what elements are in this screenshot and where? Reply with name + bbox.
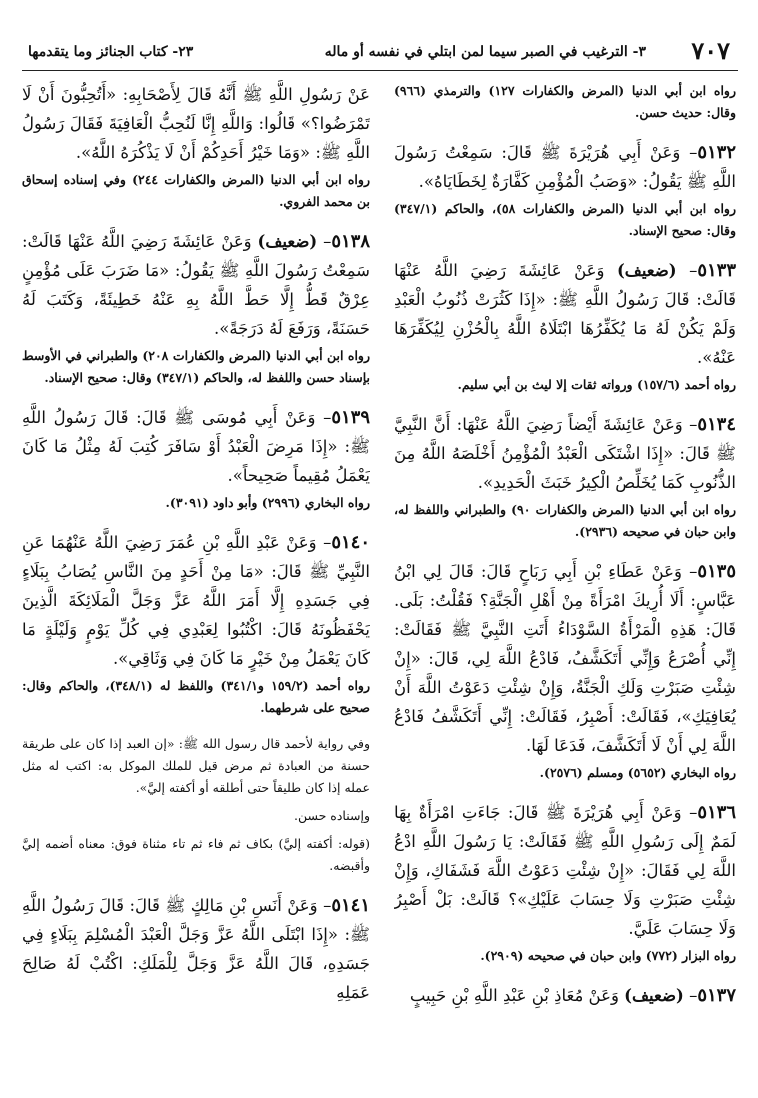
- hadith-body: وَعَنْ أَبِي هُرَيْرَةَ ﷺ قَالَ: سَمِعْتُ رَسُولَ اللَّهِ ﷺ يَقُولُ: «وَصَبُ الْمُؤْمِنِ كَفَّارَةٌ لِخَطَايَاهُ».: [394, 143, 736, 191]
- hadith-text: ٥١٣٦– وَعَنْ أَبِي هُرَيْرَةَ ﷺ قَالَ: جَاءَتِ امْرَأَةٌ بِهَا لَمَمٌ إِلَى رَسُولِ اللَّهِ ﷺ فَقَالَتْ: يَا رَسُولَ اللَّهِ ادْعُ اللَّهَ لِي فَقَالَ: «إِنْ شِئْتِ دَعَوْتُ اللَّهَ فَشَفَاكِ، وَإِنْ شِئْتِ صَبَرْتِ وَلَا حِسَابَ عَلَيْكِ»؟ قَالَتْ: بَلْ أَصْبِرُ وَلَا حِسَابَ عَلَيَّ.: [394, 802, 736, 938]
- page-header: [22, 36, 738, 71]
- hadith-entry: [394, 981, 736, 1010]
- right-column: [394, 80, 736, 1086]
- hadith-text: ٥١٣٢– وَعَنْ أَبِي هُرَيْرَةَ ﷺ قَالَ: سَمِعْتُ رَسُولَ اللَّهِ ﷺ يَقُولُ: «وَصَبُ الْمُؤْمِنِ كَفَّارَةٌ لِخَطَايَاهُ».: [394, 142, 736, 191]
- hadith-number: ٥١٣٤: [697, 414, 736, 435]
- reference: رواه ابن أبي الدنيا (المرض والكفارات ٩٠) والطبراني واللفظ له، وابن حبان في صحيحه (٢٩٣٦).: [394, 502, 736, 539]
- hadith-body: وَعَنْ عَائِشَةَ رَضِيَ اللَّهُ عَنْهَا قَالَتْ: سَمِعْتُ رَسُولَ اللَّهِ ﷺ يَقُولُ: «مَا ضَرَبَ عَلَى مُؤْمِنٍ عِرْقٌ قَطُّ إِلَّا حَطَّ اللَّهُ بِهِ عَنْهُ خَطِيئَةً، وَكَتَبَ لَهُ حَسَنَةً، وَرَفَعَ لَهُ دَرَجَةً».: [22, 232, 370, 338]
- hadith-number: ٥١٣٩: [331, 407, 370, 428]
- reference: رواه البخاري (٥٦٥٢) ومسلم (٢٥٧٦).: [539, 765, 736, 780]
- hadith-number: ٥١٤١: [331, 895, 370, 916]
- hadith-text: ٥١٤١– وَعَنْ أَنَسِ بْنِ مَالِكٍ ﷺ قَالَ: قَالَ رَسُولُ اللَّهِ ﷺ: «إِذَا ابْتَلَى اللَّهُ عَزَّ وَجَلَّ الْعَبْدَ الْمُسْلِمَ بِبَلَاءٍ فِي جَسَدِهِ، قَالَ اللَّهُ عَزَّ وَجَلَّ لِلْمَلَكِ: اكْتُبْ لَهُ صَالِحَ عَمَلِهِ: [22, 895, 370, 1002]
- hadith-entry: [22, 891, 370, 1007]
- hadith-entry: [22, 403, 370, 514]
- hadith-body: وَعَنْ عَائِشَةَ رَضِيَ اللَّهُ عَنْهَا قَالَتْ: قَالَ رَسُولُ اللَّهِ ﷺ: «إِذَا كَثُرَتْ ذُنُوبُ الْعَبْدِ وَلَمْ يَكُنْ لَهُ مَا يُكَفِّرُهَا ابْتَلَاهُ اللَّهُ بِالْحُزْنِ لِيُكَفِّرَهَا عَنْهُ».: [394, 261, 736, 367]
- hadith-body: عَنْ رَسُولِ اللَّهِ ﷺ أَنَّهُ قَالَ لِأَصْحَابِهِ: «أَتُحِبُّونَ أَنْ لَا تَمْرَضُوا؟» قَالُوا: وَاللَّهِ إِنَّا لَنُحِبُّ الْعَافِيَةَ فَقَالَ رَسُولُ اللَّهِ ﷺ: «وَمَا خَيْرُ أَحَدِكُمْ أَنْ لَا يَذْكُرَهُ اللَّهُ».: [22, 85, 370, 162]
- hadith-text: ٥١٣٩– وَعَنْ أَبِي مُوسَى ﷺ قَالَ: قَالَ رَسُولُ اللَّهِ ﷺ: «إِذَا مَرِضَ الْعَبْدُ أَوْ سَافَرَ كُتِبَ لَهُ مِثْلُ مَا كَانَ يَعْمَلُ مُقِيماً صَحِيحاً».: [22, 407, 370, 485]
- hadith-number: ٥١٣٧: [697, 985, 736, 1006]
- reference: رواه ابن أبي الدنيا (المرض والكفارات ٥٨)، والحاكم (٣٤٧/١) وقال: صحيح الإسناد.: [394, 201, 736, 238]
- note: وإسناده حسن.: [293, 808, 370, 823]
- hadith-number: ٥١٣٦: [697, 802, 736, 823]
- hadith-body: وَعَنْ أَبِي هُرَيْرَةَ ﷺ قَالَ: جَاءَتِ امْرَأَةٌ بِهَا لَمَمٌ إِلَى رَسُولِ اللَّهِ ﷺ فَقَالَتْ: يَا رَسُولَ اللَّهِ ادْعُ اللَّهَ لِي فَقَالَ: «إِنْ شِئْتِ دَعَوْتُ اللَّهَ فَشَفَاكِ، وَإِنْ شِئْتِ صَبَرْتِ وَلَا حِسَابَ عَلَيْكِ»؟ قَالَتْ: بَلْ أَصْبِرُ وَلَا حِسَابَ عَلَيَّ.: [394, 803, 736, 938]
- hadith-entry: [22, 80, 370, 213]
- hadith-entry: [394, 557, 736, 784]
- hadith-body: وَعَنْ مُعَاذِ بْنِ عَبْدِ اللَّهِ بْنِ حَبِيبٍ: [409, 986, 619, 1005]
- hadith-number: ٥١٣٥: [697, 561, 736, 582]
- hadith-entry: [22, 528, 370, 719]
- hadith-body: وَعَنْ عَائِشَةَ أَيْضاً رَضِيَ اللَّهُ عَنْهَا: أَنَّ النَّبِيَّ ﷺ قَالَ: «إِذَا اشْتَكَى الْعَبْدُ الْمُؤْمِنُ أَخْلَصَهُ اللَّهُ مِنَ الذُّنُوبِ كَمَا يُخَلِّصُ الْكِيرُ خَبَثَ الْحَدِيدِ».: [394, 415, 736, 492]
- hadith-grade: (ضعيف): [624, 986, 684, 1005]
- hadith-number: ٥١٤٠: [331, 532, 370, 553]
- hadith-number: ٥١٣٣: [697, 260, 736, 281]
- hadith-text: ٥١٣٥– وَعَنْ عَطَاءِ بْنِ أَبِي رَبَاحٍ قَالَ: قَالَ لِي ابْنُ عَبَّاسٍ: أَلَا أُرِيكَ امْرَأَةً مِنْ أَهْلِ الْجَنَّةِ؟ فَقُلْتُ: بَلَى. قَالَ: هَذِهِ الْمَرْأَةُ السَّوْدَاءُ أَتَتِ النَّبِيَّ ﷺ فَقَالَتْ: إِنِّي أُصْرَعُ وَإِنِّي أَتَكَشَّفُ، فَادْعُ اللَّهَ لِي، قَالَ: «إِنْ شِئْتِ صَبَرْتِ وَلَكِ الْجَنَّةُ، وَإِنْ شِئْتِ دَعَوْتُ اللَّهَ أَنْ يُعَافِيَكِ»، فَقَالَتْ: أَصْبِرُ، فَقَالَتْ: إِنِّي أَتَكَشَّفُ فَادْعُ اللَّهَ لِي أَنْ لَا أَتَكَشَّفَ، فَدَعَا لَهَا.: [394, 561, 736, 755]
- reference: رواه أحمد (١٥٧/٦) ورواته ثقات إلا ليث بن أبي سليم.: [457, 377, 736, 392]
- hadith-text: ٥١٣٨– (ضعيف) وَعَنْ عَائِشَةَ رَضِيَ اللَّهُ عَنْهَا قَالَتْ: سَمِعْتُ رَسُولَ اللَّهِ ﷺ يَقُولُ: «مَا ضَرَبَ عَلَى مُؤْمِنٍ عِرْقٌ قَطُّ إِلَّا حَطَّ اللَّهُ بِهِ عَنْهُ خَطِيئَةً، وَكَتَبَ لَهُ حَسَنَةً، وَرَفَعَ لَهُ دَرَجَةً».: [22, 231, 370, 338]
- hadith-body: وَعَنْ عَبْدِ اللَّهِ بْنِ عُمَرَ رَضِيَ اللَّهُ عَنْهُمَا عَنِ النَّبِيِّ ﷺ قَالَ: «مَا مِنْ أَحَدٍ مِنَ النَّاسِ يُصَابُ بِبَلَاءٍ فِي جَسَدِهِ إِلَّا أَمَرَ اللَّهُ عَزَّ وَجَلَّ الْمَلَائِكَةَ الَّذِينَ يَحْفَظُونَهُ قَالَ: اكْتُبُوا لِعَبْدِي فِي كُلِّ يَوْمٍ وَلَيْلَةٍ مَا كَانَ يَعْمَلُ مِنْ خَيْرٍ مَا كَانَ فِي وَثَاقِي».: [22, 533, 370, 668]
- left-column: [22, 80, 370, 1086]
- hadith-entry: [22, 227, 370, 389]
- hadith-number: ٥١٣٨: [331, 231, 370, 252]
- book-title: ٢٣- كتاب الجنائز وما يتقدمها: [28, 44, 194, 60]
- reference: رواه ابن أبي الدنيا (المرض والكفارات ٢٠٨) والطبراني في الأوسط بإسناد حسن واللفظ له، والحاكم (٣٤٧/١) وقال: صحيح الإسناد.: [22, 348, 370, 385]
- reference: رواه ابن أبي الدنيا (المرض والكفارات ١٢٧) والترمذي (٩٦٦) وقال: حديث حسن.: [394, 83, 736, 120]
- hadith-grade: (ضعيف): [257, 232, 318, 251]
- hadith-entry: [394, 410, 736, 543]
- hadith-text: ٥١٤٠– وَعَنْ عَبْدِ اللَّهِ بْنِ عُمَرَ رَضِيَ اللَّهُ عَنْهُمَا عَنِ النَّبِيِّ ﷺ قَالَ: «مَا مِنْ أَحَدٍ مِنَ النَّاسِ يُصَابُ بِبَلَاءٍ فِي جَسَدِهِ إِلَّا أَمَرَ اللَّهُ عَزَّ وَجَلَّ الْمَلَائِكَةَ الَّذِينَ يَحْفَظُونَهُ قَالَ: اكْتُبُوا لِعَبْدِي فِي كُلِّ يَوْمٍ وَلَيْلَةٍ مَا كَانَ يَعْمَلُ مِنْ خَيْرٍ مَا كَانَ فِي وَثَاقِي».: [22, 532, 370, 668]
- hadith-text: ٥١٣٧– (ضعيف) وَعَنْ مُعَاذِ بْنِ عَبْدِ اللَّهِ بْنِ حَبِيبٍ: [409, 985, 736, 1006]
- hadith-number: ٥١٣٢: [697, 142, 736, 163]
- hadith-body: وَعَنْ أَبِي مُوسَى ﷺ قَالَ: قَالَ رَسُولُ اللَّهِ ﷺ: «إِذَا مَرِضَ الْعَبْدُ أَوْ سَافَرَ كُتِبَ لَهُ مِثْلُ مَا كَانَ يَعْمَلُ مُقِيماً صَحِيحاً».: [22, 408, 370, 485]
- hadith-body: وَعَنْ عَطَاءِ بْنِ أَبِي رَبَاحٍ قَالَ: قَالَ لِي ابْنُ عَبَّاسٍ: أَلَا أُرِيكَ امْرَأَةً مِنْ أَهْلِ الْجَنَّةِ؟ فَقُلْتُ: بَلَى. قَالَ: هَذِهِ الْمَرْأَةُ السَّوْدَاءُ أَتَتِ النَّبِيَّ ﷺ فَقَالَتْ: إِنِّي أُصْرَعُ وَإِنِّي أَتَكَشَّفُ، فَادْعُ اللَّهَ لِي، قَالَ: «إِنْ شِئْتِ صَبَرْتِ وَلَكِ الْجَنَّةُ، وَإِنْ شِئْتِ دَعَوْتُ اللَّهَ أَنْ يُعَافِيَكِ»، فَقَالَتْ: أَصْبِرُ، فَقَالَتْ: إِنِّي أَتَكَشَّفُ فَادْعُ اللَّهَ لِي أَنْ لَا أَتَكَشَّفَ، فَدَعَا لَهَا.: [394, 562, 736, 755]
- reference: رواه البزار (٧٧٢) وابن حبان في صحيحه (٢٩٠٩).: [480, 948, 736, 963]
- hadith-text: ٥١٣٤– وَعَنْ عَائِشَةَ أَيْضاً رَضِيَ اللَّهُ عَنْهَا: أَنَّ النَّبِيَّ ﷺ قَالَ: «إِذَا اشْتَكَى الْعَبْدُ الْمُؤْمِنُ أَخْلَصَهُ اللَّهُ مِنَ الذُّنُوبِ كَمَا يُخَلِّصُ الْكِيرُ خَبَثَ الْحَدِيدِ».: [394, 414, 736, 492]
- note: (قوله: أكفته إليَّ) بكاف ثم فاء ثم تاء مثناة فوق: معناه أضمه إليَّ وأقبضه.: [22, 836, 370, 873]
- hadith-body: وَعَنْ أَنَسِ بْنِ مَالِكٍ ﷺ قَالَ: قَالَ رَسُولُ اللَّهِ ﷺ: «إِذَا ابْتَلَى اللَّهُ عَزَّ وَجَلَّ الْعَبْدَ الْمُسْلِمَ بِبَلَاءٍ فِي جَسَدِهِ، قَالَ اللَّهُ عَزَّ وَجَلَّ لِلْمَلَكِ: اكْتُبْ لَهُ صَالِحَ عَمَلِهِ: [22, 896, 370, 1002]
- hadith-entry: [394, 256, 736, 396]
- reference: رواه أحمد (١٥٩/٢ و٣٤١/١) واللفظ له (٣٤٨/١)، والحاكم وقال: صحيح على شرطهما.: [22, 678, 370, 715]
- note: وفي رواية لأحمد قال رسول الله ﷺ: «إن العبد إذا كان على طريقة حسنة من العبادة ثم مرض قيل للملك الموكل به: اكتب له مثل عمله إذا كان طليقاً حتى أطلقه أو أكفته إليَّ».: [22, 736, 370, 795]
- reference: رواه البخاري (٢٩٩٦) وأبو داود (٣٠٩١).: [165, 495, 370, 510]
- hadith-text: ٥١٣٣– (ضعيف) وَعَنْ عَائِشَةَ رَضِيَ اللَّهُ عَنْهَا قَالَتْ: قَالَ رَسُولُ اللَّهِ ﷺ: «إِذَا كَثُرَتْ ذُنُوبُ الْعَبْدِ وَلَمْ يَكُنْ لَهُ مَا يُكَفِّرُهَا ابْتَلَاهُ اللَّهُ بِالْحُزْنِ لِيُكَفِّرَهَا عَنْهُ».: [394, 260, 736, 367]
- hadith-grade: (ضعيف): [616, 261, 677, 280]
- hadith-entry: [394, 138, 736, 242]
- reference: رواه ابن أبي الدنيا (المرض والكفارات ٢٤٤) وفي إسناده إسحاق بن محمد الفروي.: [22, 172, 370, 209]
- hadith-entry: [394, 798, 736, 967]
- page-number: ٧٠٧: [691, 36, 730, 65]
- section-title: ٣- الترغيب في الصبر سيما لمن ابتلي في نفسه أو ماله: [324, 44, 646, 60]
